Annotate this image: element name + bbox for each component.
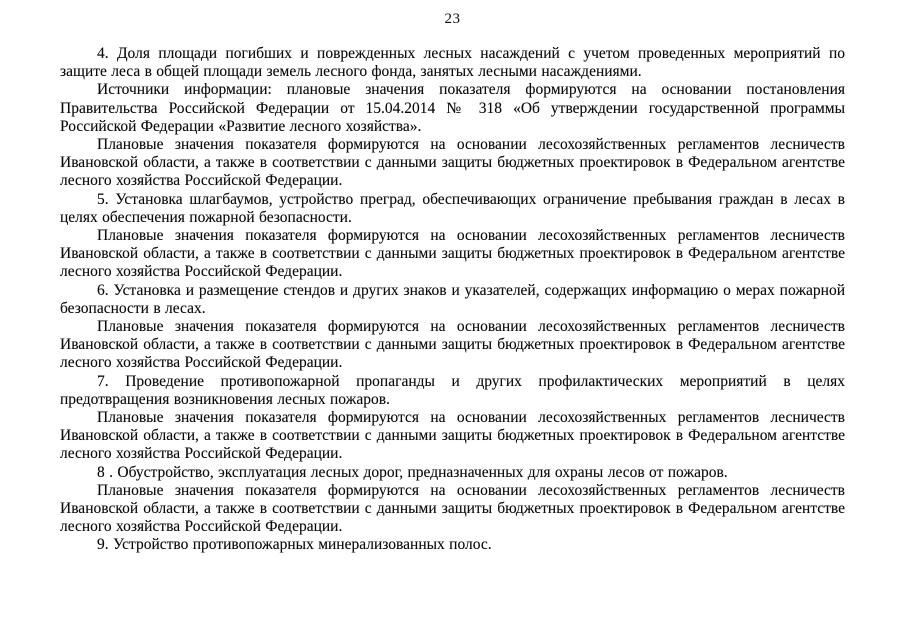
paragraph-item-4: 4. Доля площади погибших и поврежденных лесных насаждений с учетом проведенных мероприятий по защите леса в общей площади земель лесного фонда, занятых лесными насаждениями. — [60, 45, 845, 81]
paragraph-item-9: 9. Устройство противопожарных минерализованных полос. — [97, 536, 492, 554]
paragraph-planned-values-2: Плановые значения показателя формируются на основании лесохозяйственных регламентов лесничеств Ивановской области, а также в соответствии с данными защиты бюджетных проектировок в Федеральном агентстве лесного хозяйства Российской Федерации. — [60, 227, 845, 281]
page-number: 23 — [444, 11, 461, 27]
paragraph-item-5: 5. Установка шлагбаумов, устройство преград, обеспечивающих ограничение пребывания граждан в лесах в целях обеспечения пожарной безопасности. — [60, 190, 845, 226]
paragraph-planned-values-4: Плановые значения показателя формируются на основании лесохозяйственных регламентов лесничеств Ивановской области, а также в соответствии с данными защиты бюджетных проектировок в Федеральном агентстве лесного хозяйства Российской Федерации. — [60, 409, 845, 463]
document-body — [60, 45, 845, 555]
paragraph-planned-values-1: Плановые значения показателя формируются на основании лесохозяйственных регламентов лесничеств Ивановской области, а также в соответствии с данными защиты бюджетных проектировок в Федеральном агентстве лесного хозяйства Российской Федерации. — [60, 136, 845, 190]
paragraph-item-6: 6. Установка и размещение стендов и других знаков и указателей, содержащих информацию о мерах пожарной безопасности в лесах. — [60, 281, 845, 317]
paragraph-planned-values-3: Плановые значения показателя формируются на основании лесохозяйственных регламентов лесничеств Ивановской области, а также в соответствии с данными защиты бюджетных проектировок в Федеральном агентстве лесного хозяйства Российской Федерации. — [60, 318, 845, 372]
paragraph-planned-values-5: Плановые значения показателя формируются на основании лесохозяйственных регламентов лесничеств Ивановской области, а также в соответствии с данными защиты бюджетных проектировок в Федеральном агентстве лесного хозяйства Российской Федерации. — [60, 481, 845, 536]
paragraph-item-7: 7. Проведение противопожарной пропаганды и других профилактических мероприятий в целях предотвращения возникновения лесных пожаров. — [60, 372, 845, 408]
paragraph-item-8: 8 . Обустройство, эксплуатация лесных дорог, предназначенных для охраны лесов от пожаров. — [97, 463, 728, 481]
paragraph-info-sources: Источники информации: плановые значения показателя формируются на основании постановления Правительства Российской Федерации от 15.04.2014 № 318 «Об утверждении государственной программы Российской Федерации «Развитие лесного хозяйства». — [60, 81, 845, 135]
